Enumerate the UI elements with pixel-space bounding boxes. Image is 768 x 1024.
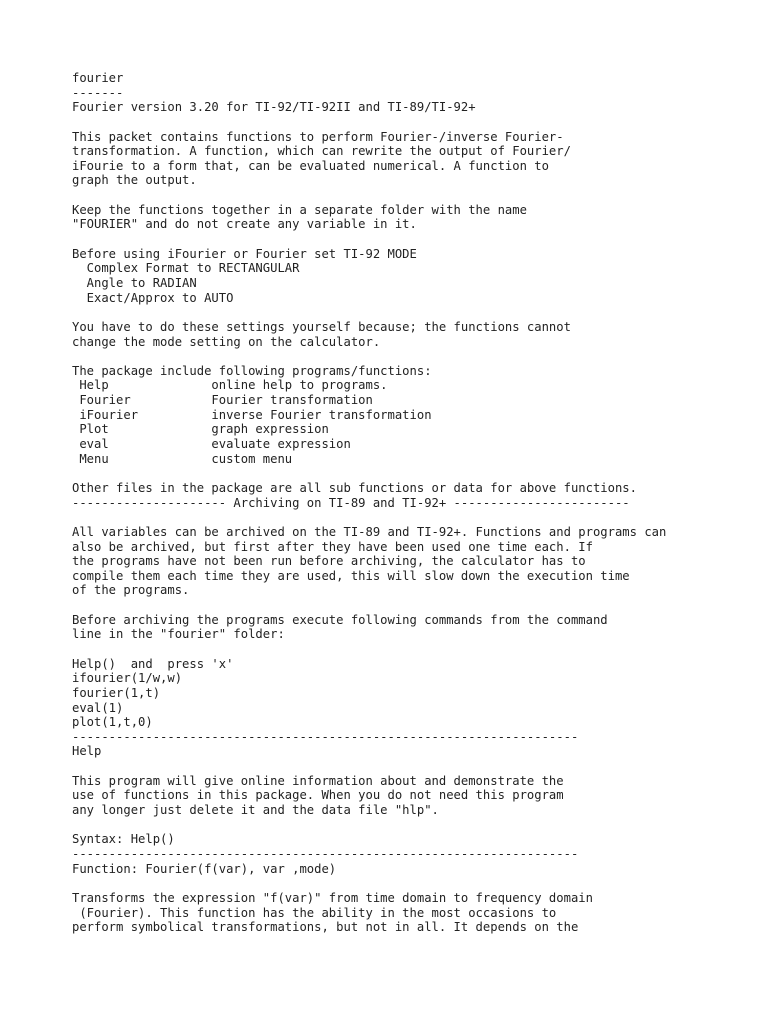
document-line	[72, 305, 752, 320]
document-line: This packet contains functions to perform Fourier-/inverse Fourier-	[72, 129, 564, 144]
document-line: Help	[72, 744, 102, 759]
document-line: Plot graph expression	[72, 422, 329, 437]
document-line: transformation. A function, which can rewrite the output of Fourier/	[72, 144, 571, 159]
document-line: Help() and press 'x'	[72, 656, 234, 671]
document-line: change the mode setting on the calculator.	[72, 334, 381, 349]
document-line: eval(1)	[72, 700, 124, 715]
document-line: perform symbolical transformations, but not in all. It depends on the	[72, 920, 579, 935]
document-line: ---------------------------------------------------------------------	[72, 729, 579, 744]
document-line: fourier(1,t)	[72, 685, 161, 700]
document-line: Other files in the package are all sub functions or data for above functions.	[72, 480, 637, 495]
document-line: You have to do these settings yourself because; the functions cannot	[72, 319, 571, 334]
document-line	[72, 598, 752, 613]
document-line: plot(1,t,0)	[72, 715, 153, 730]
document-line: fourier	[72, 71, 124, 85]
document-line: use of functions in this package. When you do not need this program	[72, 788, 564, 803]
document-line: Fourier Fourier transformation	[72, 393, 373, 408]
document-line: eval evaluate expression	[72, 437, 351, 452]
document-line	[72, 188, 752, 203]
document-line	[72, 232, 752, 247]
document-line: iFourie to a form that, can be evaluated numerical. A function to	[72, 158, 549, 173]
document-line	[72, 466, 752, 481]
document-line: compile them each time they are used, this will slow down the execution time	[72, 568, 630, 583]
document-line: Fourier version 3.20 for TI-92/TI-92II and TI-89/TI-92+	[72, 100, 476, 115]
document-line: Help online help to programs.	[72, 378, 388, 393]
document-line	[72, 642, 752, 657]
document-line	[72, 818, 752, 833]
document-line: Exact/Approx to AUTO	[72, 290, 234, 305]
document-line: any longer just delete it and the data file "hlp".	[72, 803, 439, 818]
document-line: -------	[72, 85, 124, 100]
document-line: "FOURIER" and do not create any variable in it.	[72, 217, 417, 232]
document-text	[72, 71, 752, 935]
document-line	[72, 510, 752, 525]
document-line	[72, 876, 752, 891]
document-line: Keep the functions together in a separate folder with the name	[72, 202, 527, 217]
document-line	[72, 115, 752, 130]
document-line: Syntax: Help()	[72, 832, 175, 847]
document-line: This program will give online information about and demonstrate the	[72, 773, 564, 788]
document-line: of the programs.	[72, 583, 190, 598]
document-line: All variables can be archived on the TI-89 and TI-92+. Functions and programs can	[72, 524, 667, 539]
document-line: Before archiving the programs execute following commands from the command	[72, 612, 608, 627]
document-line: Transforms the expression "f(var)" from time domain to frequency domain	[72, 890, 593, 905]
document-line: Menu custom menu	[72, 451, 293, 466]
document-line: The package include following programs/functions:	[72, 363, 432, 378]
document-line: iFourier inverse Fourier transformation	[72, 407, 432, 422]
document-line: Function: Fourier(f(var), var ,mode)	[72, 861, 337, 876]
document-line: the programs have not been run before archiving, the calculator has to	[72, 554, 586, 569]
document-line	[72, 349, 752, 364]
document-line: (Fourier). This function has the ability in the most occasions to	[72, 905, 557, 920]
document-line: Angle to RADIAN	[72, 275, 197, 290]
document-line: line in the "fourier" folder:	[72, 627, 285, 642]
document-line: ---------------------------------------------------------------------	[72, 846, 579, 861]
document-line	[72, 759, 752, 774]
document-line: graph the output.	[72, 173, 197, 188]
document-line: also be archived, but first after they have been used one time each. If	[72, 539, 593, 554]
document-line: ifourier(1/w,w)	[72, 671, 183, 686]
document-line: Before using iFourier or Fourier set TI-92 MODE	[72, 246, 417, 261]
document-line: --------------------- Archiving on TI-89 and TI-92+ ------------------------	[72, 495, 630, 510]
document-line: Complex Format to RECTANGULAR	[72, 261, 300, 276]
